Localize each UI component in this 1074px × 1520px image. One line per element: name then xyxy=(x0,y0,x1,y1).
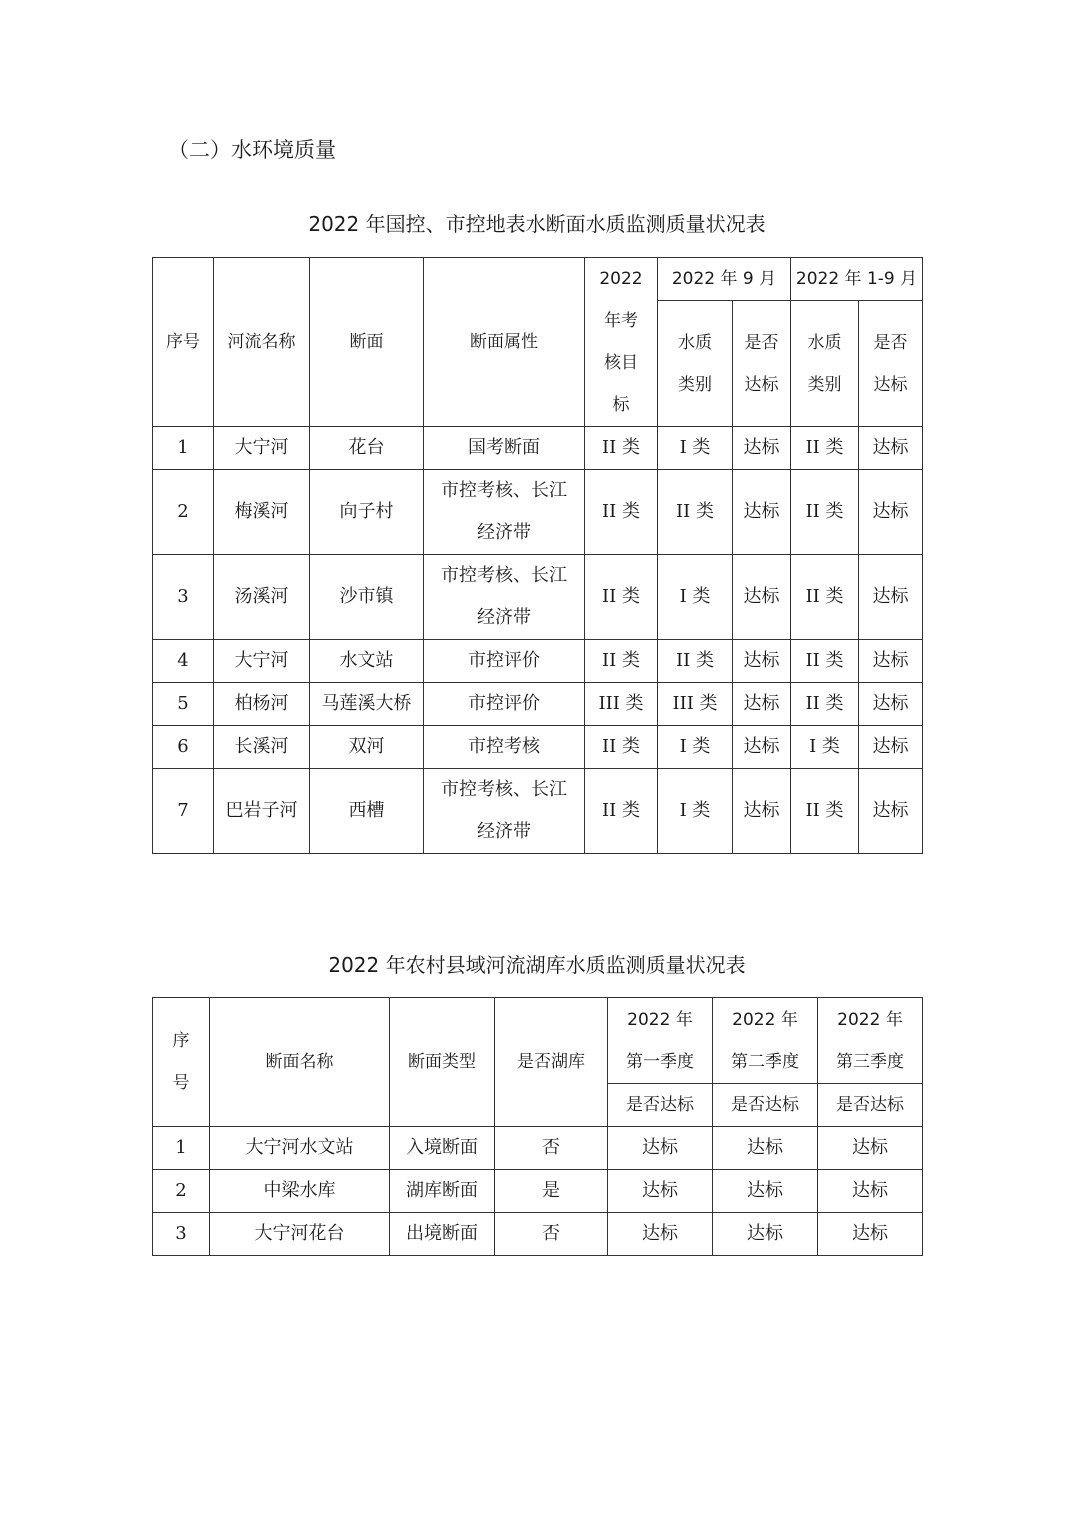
row-attribute-line1: 市控考核、长江 xyxy=(441,480,567,501)
table-row xyxy=(153,683,923,726)
row-sep-meets: 达标 xyxy=(733,427,791,470)
row-seq: 1 xyxy=(153,1127,210,1170)
table-row xyxy=(153,640,923,683)
row-river: 大宁河 xyxy=(214,640,310,683)
row-seq: 7 xyxy=(153,769,214,854)
row-is-lake: 否 xyxy=(495,1127,608,1170)
row-ytd-meets: 达标 xyxy=(859,726,923,769)
header-quality-line1: 水质 xyxy=(807,332,842,353)
row-target: II 类 xyxy=(585,640,658,683)
row-sep-meets: 达标 xyxy=(733,640,791,683)
section-heading: （二）水环境质量 xyxy=(168,138,336,162)
row-target: II 类 xyxy=(585,769,658,854)
header-meets-line1: 是否 xyxy=(873,332,908,353)
row-ytd-quality: II 类 xyxy=(791,470,859,555)
row-ytd-quality: II 类 xyxy=(791,555,859,640)
row-seq: 2 xyxy=(153,470,214,555)
row-ytd-quality: I 类 xyxy=(791,726,859,769)
header-ytd-quality xyxy=(791,301,859,427)
row-is-lake: 否 xyxy=(495,1213,608,1256)
row-ytd-meets: 达标 xyxy=(859,470,923,555)
row-attribute xyxy=(424,555,585,640)
header-meets-line2: 达标 xyxy=(873,374,908,395)
row-attribute-line2: 经济带 xyxy=(477,607,531,628)
header-seq-line2: 号 xyxy=(172,1073,190,1093)
header-q2-line2: 第二季度 xyxy=(731,1051,799,1072)
header-section-name: 断面名称 xyxy=(210,998,390,1127)
table-row xyxy=(153,1170,923,1213)
header-section: 断面 xyxy=(310,258,424,427)
row-q2-meets: 达标 xyxy=(713,1127,818,1170)
row-ytd-meets: 达标 xyxy=(859,555,923,640)
header-q2-line1: 2022 年 xyxy=(732,1009,798,1030)
rural-water-quality-table xyxy=(152,997,923,1256)
row-sep-quality: II 类 xyxy=(658,640,733,683)
row-seq: 2 xyxy=(153,1170,210,1213)
row-attribute-line1: 市控考核 xyxy=(468,736,540,757)
header-q1-line1: 2022 年 xyxy=(627,1009,693,1030)
header-q3-line2: 第三季度 xyxy=(836,1051,904,1072)
row-sep-quality: I 类 xyxy=(658,769,733,854)
row-section-name: 大宁河花台 xyxy=(210,1213,390,1256)
row-attribute xyxy=(424,726,585,769)
row-seq: 1 xyxy=(153,427,214,470)
row-seq: 3 xyxy=(153,1213,210,1256)
table1-title: 2022 年国控、市控地表水断面水质监测质量状况表 xyxy=(308,212,766,236)
row-section-name: 中梁水库 xyxy=(210,1170,390,1213)
header-meets-line1: 是否 xyxy=(744,332,779,353)
row-sep-meets: 达标 xyxy=(733,470,791,555)
header-sep-quality xyxy=(658,301,733,427)
row-target: II 类 xyxy=(585,726,658,769)
row-river: 汤溪河 xyxy=(214,555,310,640)
row-section: 向子村 xyxy=(310,470,424,555)
header-target-line2: 年考 xyxy=(604,311,638,331)
header-q2 xyxy=(713,998,818,1084)
table-row xyxy=(153,555,923,640)
table-row xyxy=(153,470,923,555)
header-q3-meets: 是否达标 xyxy=(818,1084,923,1127)
row-q3-meets: 达标 xyxy=(818,1170,923,1213)
row-sep-meets: 达标 xyxy=(733,555,791,640)
header-target-line4: 标 xyxy=(612,395,630,415)
row-sep-quality: III 类 xyxy=(658,683,733,726)
row-is-lake: 是 xyxy=(495,1170,608,1213)
row-section-type: 入境断面 xyxy=(390,1127,495,1170)
row-q1-meets: 达标 xyxy=(608,1127,713,1170)
header-q3 xyxy=(818,998,923,1084)
row-ytd-quality: II 类 xyxy=(791,769,859,854)
table-row xyxy=(153,427,923,470)
row-ytd-quality: II 类 xyxy=(791,640,859,683)
row-q3-meets: 达标 xyxy=(818,1127,923,1170)
header-q1-line2: 第一季度 xyxy=(626,1051,694,1072)
row-attribute-line1: 市控考核、长江 xyxy=(441,565,567,586)
row-ytd-quality: II 类 xyxy=(791,683,859,726)
row-attribute xyxy=(424,683,585,726)
row-section: 沙市镇 xyxy=(310,555,424,640)
row-q3-meets: 达标 xyxy=(818,1213,923,1256)
row-sep-quality: II 类 xyxy=(658,470,733,555)
row-river: 柏杨河 xyxy=(214,683,310,726)
header-quality-line2: 类别 xyxy=(678,374,712,395)
table-row xyxy=(153,1213,923,1256)
header-sep-2022: 2022 年 9 月 xyxy=(658,258,791,301)
header-attribute: 断面属性 xyxy=(424,258,585,427)
row-section: 马莲溪大桥 xyxy=(310,683,424,726)
row-river: 巴岩子河 xyxy=(214,769,310,854)
row-q2-meets: 达标 xyxy=(713,1213,818,1256)
row-target: II 类 xyxy=(585,555,658,640)
header-section-type: 断面类型 xyxy=(390,998,495,1127)
row-q1-meets: 达标 xyxy=(608,1213,713,1256)
header-river: 河流名称 xyxy=(214,258,310,427)
header-is-lake: 是否湖库 xyxy=(495,998,608,1127)
row-section: 水文站 xyxy=(310,640,424,683)
row-attribute xyxy=(424,470,585,555)
row-sep-quality: I 类 xyxy=(658,427,733,470)
row-seq: 4 xyxy=(153,640,214,683)
header-meets-line2: 达标 xyxy=(744,374,779,395)
row-sep-meets: 达标 xyxy=(733,683,791,726)
row-seq: 6 xyxy=(153,726,214,769)
row-ytd-meets: 达标 xyxy=(859,769,923,854)
header-q1 xyxy=(608,998,713,1084)
row-q1-meets: 达标 xyxy=(608,1170,713,1213)
surface-water-quality-table xyxy=(152,257,923,854)
header-target-line1: 2022 xyxy=(599,269,643,289)
row-section-name: 大宁河水文站 xyxy=(210,1127,390,1170)
row-attribute-line1: 国考断面 xyxy=(468,437,540,458)
row-attribute-line1: 市控评价 xyxy=(468,650,540,671)
header-ytd-meets xyxy=(859,301,923,427)
row-target: II 类 xyxy=(585,470,658,555)
row-attribute-line2: 经济带 xyxy=(477,821,531,842)
row-section: 花台 xyxy=(310,427,424,470)
row-seq: 3 xyxy=(153,555,214,640)
row-section-type: 湖库断面 xyxy=(390,1170,495,1213)
row-section: 西槽 xyxy=(310,769,424,854)
row-river: 长溪河 xyxy=(214,726,310,769)
header-jan-sep-2022: 2022 年 1-9 月 xyxy=(791,258,923,301)
row-seq: 5 xyxy=(153,683,214,726)
header-q1-meets: 是否达标 xyxy=(608,1084,713,1127)
header-seq-line1: 序 xyxy=(172,1031,190,1051)
table-row xyxy=(153,726,923,769)
header-seq xyxy=(153,998,210,1127)
row-section: 双河 xyxy=(310,726,424,769)
row-sep-quality: I 类 xyxy=(658,726,733,769)
header-target-line3: 核目 xyxy=(604,353,638,373)
row-target: II 类 xyxy=(585,427,658,470)
header-q2-meets: 是否达标 xyxy=(713,1084,818,1127)
header-seq: 序号 xyxy=(153,258,214,427)
header-target xyxy=(585,258,658,427)
row-river: 大宁河 xyxy=(214,427,310,470)
row-ytd-meets: 达标 xyxy=(859,683,923,726)
row-sep-meets: 达标 xyxy=(733,769,791,854)
row-river: 梅溪河 xyxy=(214,470,310,555)
row-ytd-quality: II 类 xyxy=(791,427,859,470)
row-attribute xyxy=(424,427,585,470)
row-attribute xyxy=(424,769,585,854)
row-attribute-line1: 市控考核、长江 xyxy=(441,779,567,800)
header-sep-meets xyxy=(733,301,791,427)
header-q3-line1: 2022 年 xyxy=(837,1009,903,1030)
table-row xyxy=(153,1127,923,1170)
header-quality-line1: 水质 xyxy=(678,332,712,353)
row-section-type: 出境断面 xyxy=(390,1213,495,1256)
row-sep-meets: 达标 xyxy=(733,726,791,769)
table-row xyxy=(153,769,923,854)
row-target: III 类 xyxy=(585,683,658,726)
row-q2-meets: 达标 xyxy=(713,1170,818,1213)
header-quality-line2: 类别 xyxy=(807,374,842,395)
row-ytd-meets: 达标 xyxy=(859,640,923,683)
row-attribute xyxy=(424,640,585,683)
row-sep-quality: I 类 xyxy=(658,555,733,640)
row-ytd-meets: 达标 xyxy=(859,427,923,470)
row-attribute-line2: 经济带 xyxy=(477,522,531,543)
row-attribute-line1: 市控评价 xyxy=(468,693,540,714)
table2-title: 2022 年农村县域河流湖库水质监测质量状况表 xyxy=(328,953,746,977)
